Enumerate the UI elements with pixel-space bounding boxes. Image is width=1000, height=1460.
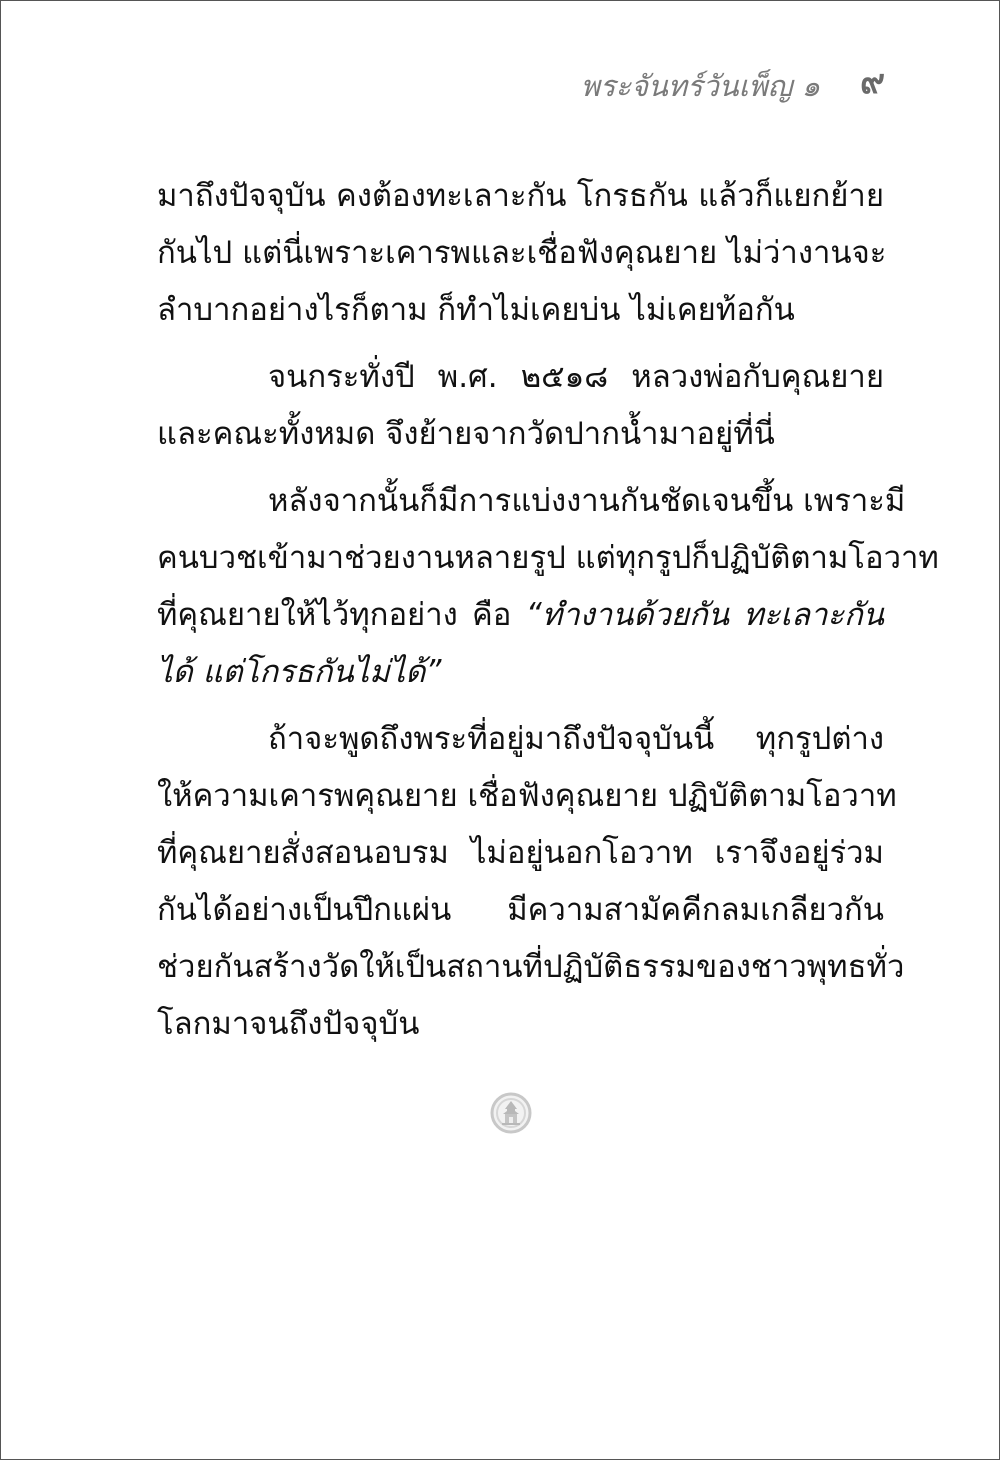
text-line: ช่วยกันสร้างวัดให้เป็นสถานที่ปฏิบัติธรรมของชาวพุทธทั่ว	[157, 949, 905, 985]
running-title: พระจันทร์วันเพ็ญ ๑	[580, 69, 820, 103]
text-line: ที่คุณยายสั่งสอนอบรม ไม่อยู่นอกโอวาท เราจึงอยู่ร่วม	[157, 835, 884, 871]
paragraph-1	[157, 168, 887, 339]
text-line: คนบวชเข้ามาช่วยงานหลายรูป แต่ทุกรูปก็ปฏิบัติตามโอวาท	[157, 540, 939, 576]
text-line: กันไป แต่นี่เพราะเคารพและเชื่อฟังคุณยาย ไม่ว่างานจะ	[157, 235, 887, 271]
body-text	[157, 168, 939, 1053]
text-line: กันได้อย่างเป็นปึกแผ่น มีความสามัคคีกลมเกลียวกัน	[157, 892, 884, 928]
text-line: ให้ความเคารพคุณยาย เชื่อฟังคุณยาย ปฏิบัติตามโอวาท	[157, 778, 897, 814]
text-segment: ที่คุณยายให้ไว้ทุกอย่าง คือ	[157, 597, 512, 633]
page-number: ๙	[860, 62, 885, 102]
text-line: หลังจากนั้นก็มีการแบ่งงานกันชัดเจนขึ้น เพราะมี	[268, 483, 906, 519]
text-line: มาถึงปัจจุบัน คงต้องทะเลาะกัน โกรธกัน แล้วก็แยกย้าย	[157, 178, 884, 214]
quote-start: “ทำงานด้วยกัน ทะเลาะกัน	[525, 597, 885, 633]
text-line: โลกมาจนถึงปัจจุบัน	[157, 1006, 420, 1042]
quote-end-line: ได้ แต่โกรธกันไม่ได้”	[157, 654, 442, 690]
text-line: ถ้าจะพูดถึงพระที่อยู่มาถึงปัจจุบันนี้ ทุกรูปต่าง	[268, 721, 884, 757]
text-line: และคณะทั้งหมด จึงย้ายจากวัดปากน้ำมาอยู่ที่นี่	[157, 416, 775, 452]
paragraph-3	[157, 473, 939, 701]
text-line: ลำบากอย่างไรก็ตาม ก็ทำไม่เคยบ่น ไม่เคยท้อกัน	[157, 292, 795, 328]
paragraph-4	[157, 711, 905, 1053]
temple-emblem-icon	[490, 1092, 532, 1134]
paragraph-2	[157, 349, 884, 463]
text-line: จนกระทั่งปี พ.ศ. ๒๕๑๘ หลวงพ่อกับคุณยาย	[268, 359, 884, 395]
text-line-with-quote	[157, 587, 884, 644]
